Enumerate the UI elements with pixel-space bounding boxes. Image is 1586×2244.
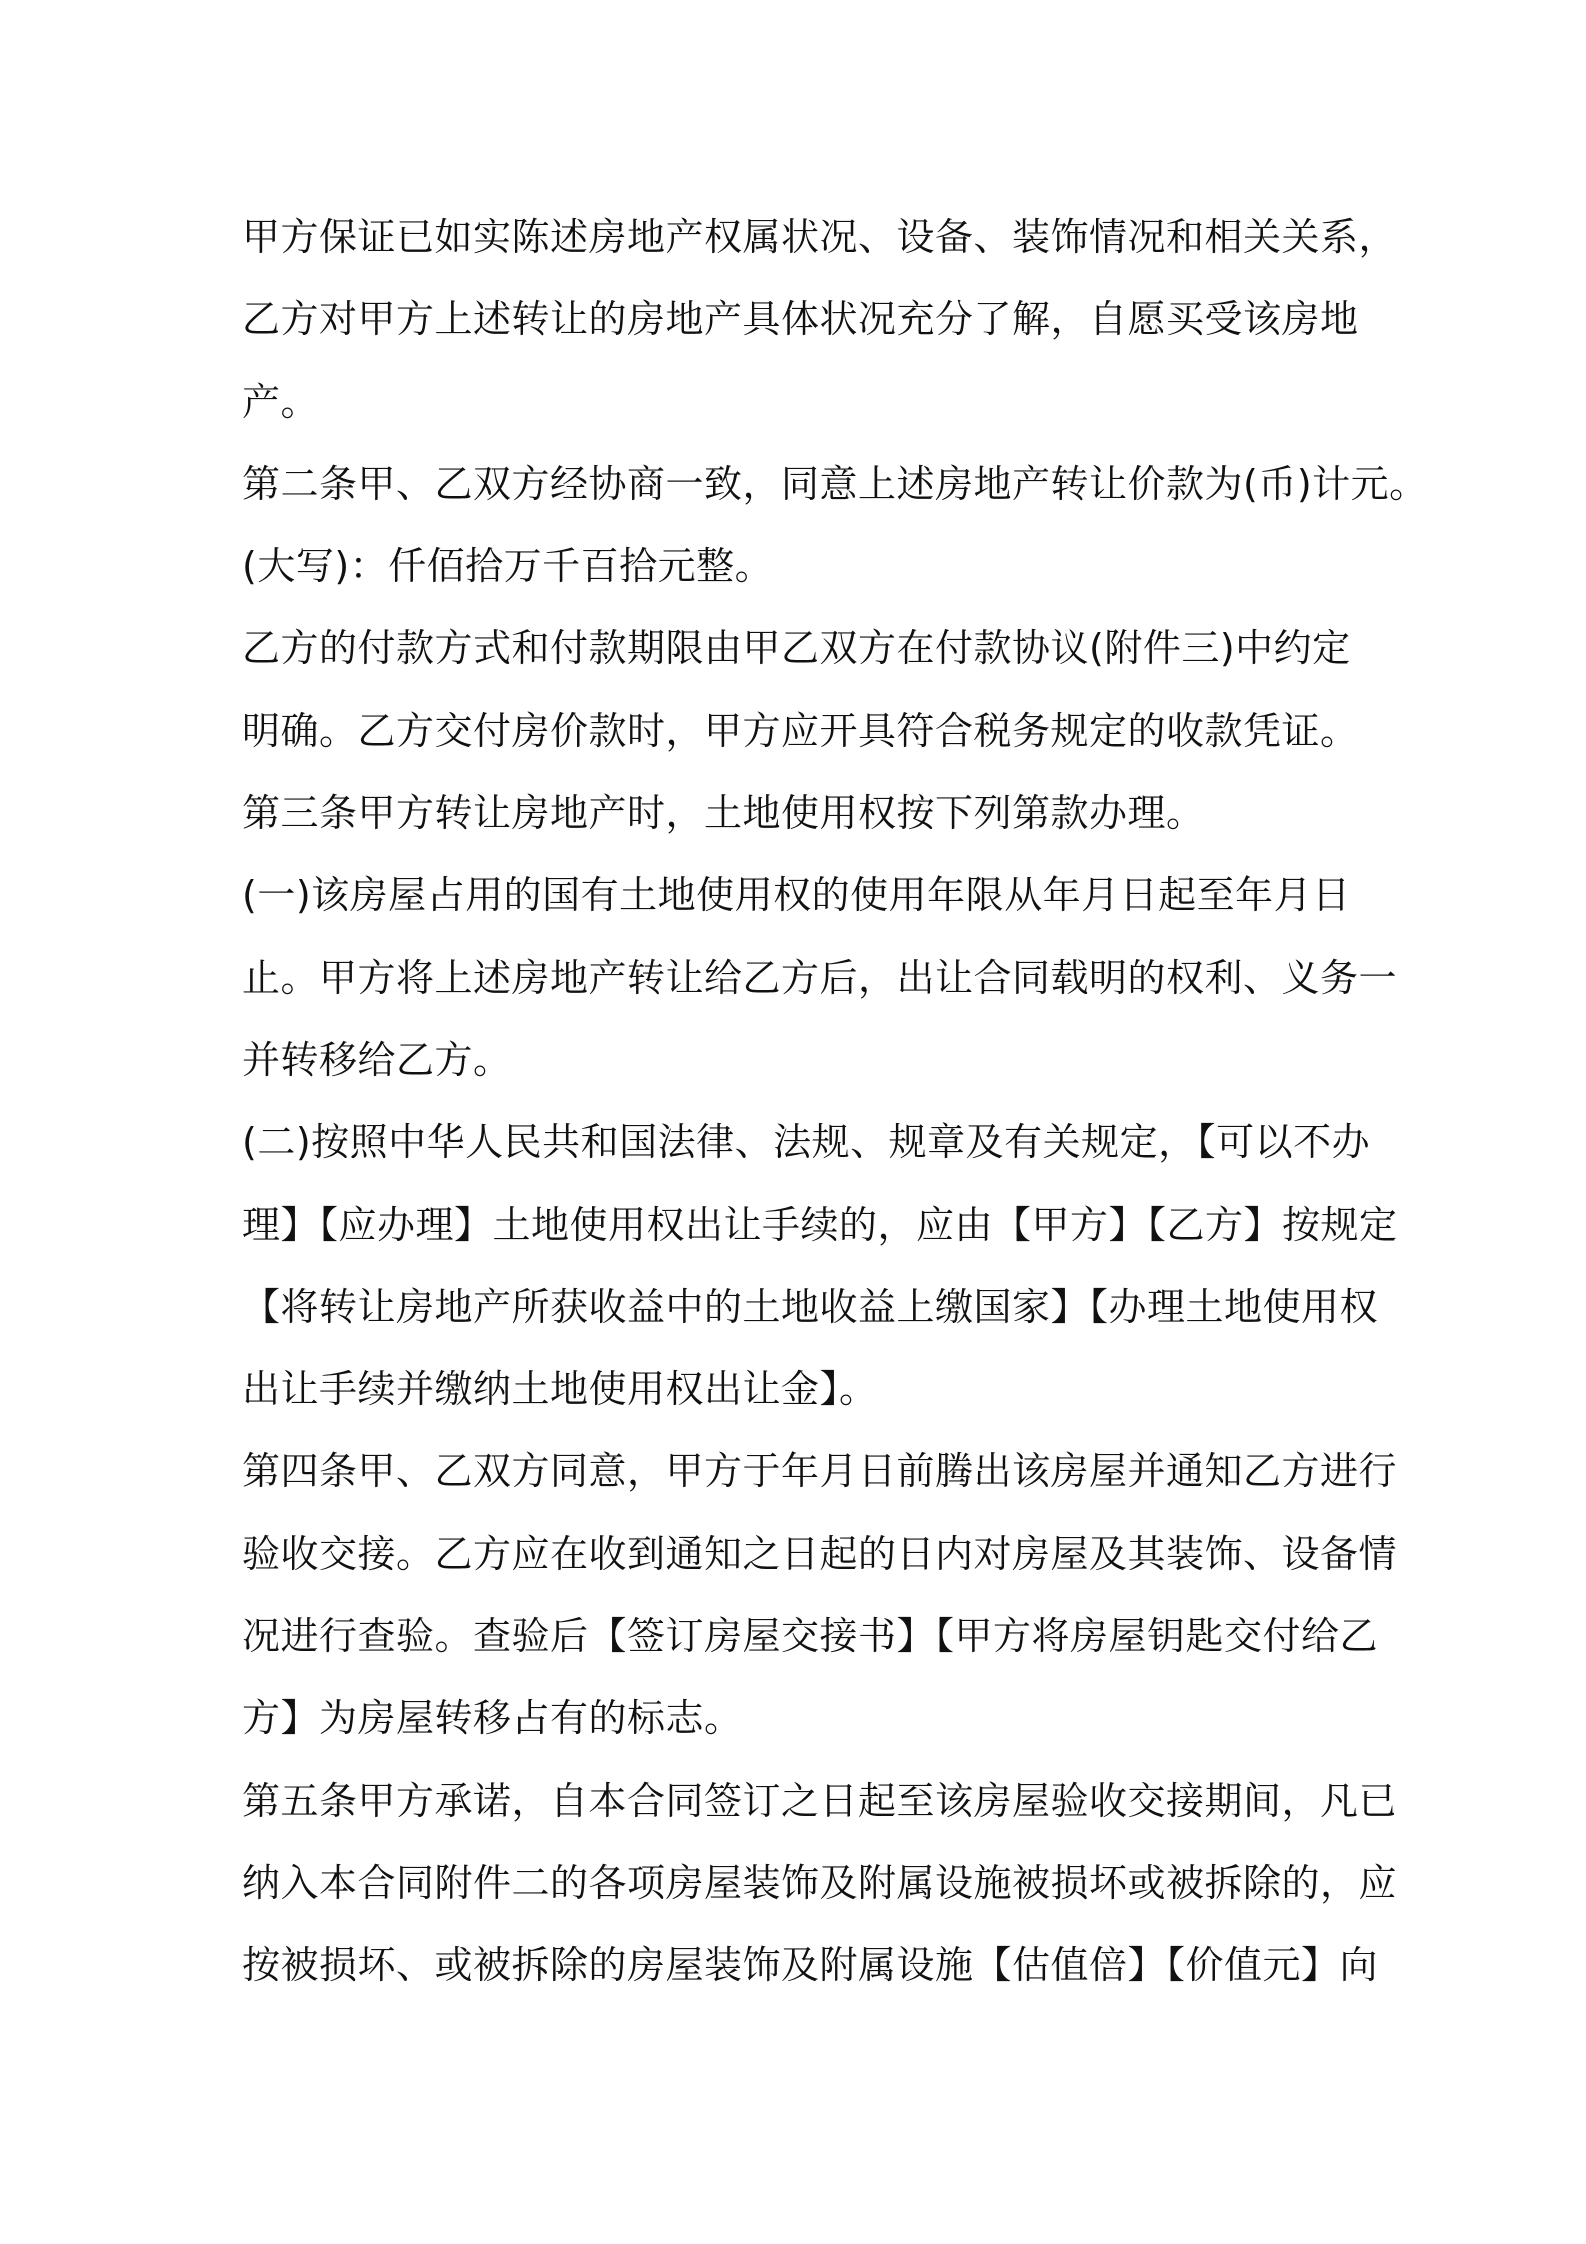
text-line: 第四条甲、乙双方同意，甲方于年月日前腾出该房屋并通知乙方进行 bbox=[242, 1449, 1398, 1494]
text-line: 甲方保证已如实陈述房地产权属状况、设备、装饰情况和相关关系， bbox=[242, 215, 1398, 259]
contract-body-text bbox=[242, 196, 1428, 2007]
text-line: 并转移给乙方。 bbox=[242, 1037, 512, 1082]
text-line: (大写)：仟佰拾万千百拾元整。 bbox=[242, 544, 774, 589]
text-line: 止。甲方将上述房地产转让给乙方后，出让合同载明的权利、义务一 bbox=[242, 955, 1398, 1000]
text-line: 况进行查验。查验后【签订房屋交接书】【甲方将房屋钥匙交付给乙 bbox=[242, 1614, 1379, 1659]
text-line: 验收交接。乙方应在收到通知之日起的日内对房屋及其装饰、设备情 bbox=[242, 1531, 1398, 1576]
text-line: 第五条甲方承诺，自本合同签订之日起至该房屋验收交接期间，凡已 bbox=[242, 1778, 1398, 1823]
text-line: 明确。乙方交付房价款时，甲方应开具符合税务规定的收款凭证。 bbox=[242, 708, 1359, 753]
text-line: 第三条甲方转让房地产时，土地使用权按下列第款办理。 bbox=[242, 791, 1205, 836]
text-line: 【将转让房地产所获收益中的土地收益上缴国家】【办理土地使用权 bbox=[242, 1284, 1379, 1329]
text-line: (一)该房屋占用的国有土地使用权的使用年限从年月日起至年月日 bbox=[242, 873, 1351, 918]
text-line: 产。 bbox=[242, 379, 320, 424]
text-line: 乙方对甲方上述转让的房地产具体状况充分了解，自愿买受该房地 bbox=[242, 297, 1359, 342]
text-line: 乙方的付款方式和付款期限由甲乙双方在付款协议(附件三)中约定 bbox=[242, 626, 1351, 671]
text-line: 按被损坏、或被拆除的房屋装饰及附属设施【估值倍】【价值元】向 bbox=[242, 1943, 1379, 1988]
text-line: 方】为房屋转移占有的标志。 bbox=[242, 1696, 743, 1741]
text-line: 第二条甲、乙双方经协商一致，同意上述房地产转让价款为(币)计元。 bbox=[242, 461, 1428, 506]
text-line: 纳入本合同附件二的各项房屋装饰及附属设施被损坏或被拆除的，应 bbox=[242, 1860, 1398, 1905]
text-line: (二)按照中华人民共和国法律、法规、规章及有关规定，【可以不办 bbox=[242, 1120, 1371, 1165]
text-line: 出让手续并缴纳土地使用权出让金】。 bbox=[242, 1367, 878, 1412]
text-line: 理】【应办理】土地使用权出让手续的，应由【甲方】【乙方】按规定 bbox=[242, 1202, 1398, 1247]
